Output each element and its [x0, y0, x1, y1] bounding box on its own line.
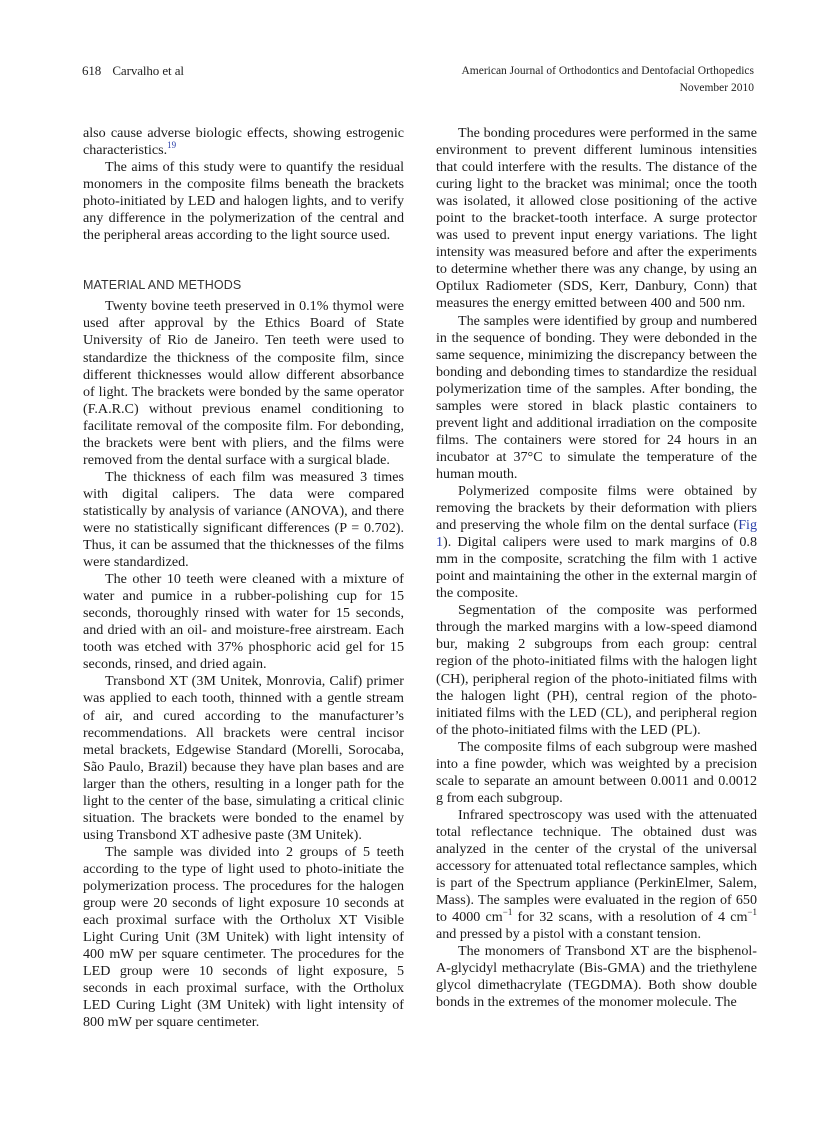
- paragraph-text: and pressed by a pistol with a constant tension.: [436, 926, 701, 943]
- author-running-head: Carvalho et al: [112, 63, 184, 78]
- paragraph: Segmentation of the composite was performed through the marked margins with a low-speed diamond bur, making 2 subgroups from each group: central region of the photo-initiated films with the halogen light (CH), peripheral region of the photo-initiated films with the halogen light (PH), central region of the photo-initiated films with the LED (CL), and peripheral region of the photo-initiated films with the LED (PL).: [436, 602, 757, 738]
- right-column: [436, 125, 757, 1011]
- page-number: 618: [82, 63, 102, 78]
- paragraph: The thickness of each film was measured 3 times with digital calipers. The data were compared statistically by analysis of variance (ANOVA), and there were no statistically significant differences (P = 0.702). Thus, it can be assumed that the thicknesses of the films were standardized.: [83, 468, 404, 571]
- superscript: −1: [502, 907, 513, 918]
- paragraph: The aims of this study were to quantify the residual monomers in the composite films beneath the brackets photo-initiated by LED and halogen lights, and to verify any difference in the polymerization of the central and the peripheral areas according to the light source used.: [83, 159, 404, 244]
- issue-date: November 2010: [679, 82, 754, 94]
- left-column: [83, 125, 404, 1031]
- paragraph-text: ). Digital calipers were used to mark margins of 0.8 mm in the composite, scratching the film with 1 active point and maintaining the other in the external margin of the composite.: [436, 534, 757, 602]
- paragraph: [436, 483, 757, 602]
- paragraph-text: for 32 scans, with a resolution of 4 cm: [512, 909, 748, 926]
- paragraph: The composite films of each subgroup were mashed into a fine powder, which was weighted by a precision scale to separate an amount between 0.0011 and 0.0012 g from each subgroup.: [436, 738, 757, 806]
- paragraph: [83, 125, 404, 159]
- paragraph: The bonding procedures were performed in the same environment to prevent different luminous intensities that could interfere with the results. The distance of the curing light to the bracket was minimal; once the tooth was isolated, it allowed close positioning of the active point to the bracket-tooth interface. A surge protector was used to prevent input energy variations. The light intensity was measured before and after the experiments to determine whether there was any change, by using an Optilux Radiometer (SDS, Kerr, Danbury, Conn) that measures the energy emitted between 400 and 500 nm.: [436, 125, 757, 312]
- paragraph-text: Infrared spectroscopy was used with the attenuated total reflectance technique. The obtained dust was analyzed in the center of the crystal of the universal accessory for attenuated total reflectance samples, which is part of the Spectrum appliance (PerkinElmer, Salem, Mass). The samples were evaluated in the region of 650 to 4000 cm: [436, 806, 757, 926]
- paragraph-text: Polymerized composite films were obtained by removing the brackets by their deformation with pliers and preserving the whole film on the dental surface (: [436, 482, 757, 534]
- paragraph: The monomers of Transbond XT are the bisphenol-A-glycidyl methacrylate (Bis-GMA) and the triethylene glycol dimethacrylate (TEGDMA). Both show double bonds in the extremes of the monomer molecule. The: [436, 943, 757, 1011]
- section-heading: MATERIAL AND METHODS: [83, 278, 242, 293]
- journal-title: American Journal of Orthodontics and Dentofacial Orthopedics: [461, 65, 754, 77]
- figure-link[interactable]: Fig 1: [436, 517, 757, 551]
- paragraph: [436, 807, 757, 943]
- paragraph: Transbond XT (3M Unitek, Monrovia, Calif) primer was applied to each tooth, thinned with a gentle stream of air, and cured according to the manufacturer’s recommendations. All brackets were central incisor metal brackets, Edgewise Standard (Morelli, Sorocaba, São Paulo, Brazil) because they have plan bases and are larger than the others, resulting in a longer path for the light to the center of the base, simulating a critical clinic situation. The brackets were bonded to the enamel by using Transbond XT adhesive paste (3M Unitek).: [83, 673, 404, 843]
- paragraph: Twenty bovine teeth preserved in 0.1% thymol were used after approval by the Ethics Board of State University of Rio de Janeiro. Ten teeth were used to standardize the thickness of the composite film, since different thicknesses would allow different absorbance of light. The brackets were bonded by the same operator (F.A.R.C) without previous enamel conditioning to facilitate removal of the composite film. For debonding, the brackets were bent with pliers, and the films were removed from the dental surface with a surgical blade.: [83, 298, 404, 468]
- superscript: −1: [747, 907, 757, 918]
- paragraph: The other 10 teeth were cleaned with a mixture of water and pumice in a rubber-polishing cup for 15 seconds, thoroughly rinsed with water for 15 seconds, and dried with an oil- and moisture-free airstream. Each tooth was etched with 37% phosphoric acid gel for 15 seconds, rinsed, and dried again.: [83, 571, 404, 673]
- running-header-left: [82, 63, 184, 79]
- paragraph-text: also cause adverse biologic effects, showing estrogenic characteristics.: [83, 125, 404, 159]
- paragraph: The sample was divided into 2 groups of 5 teeth according to the type of light used to photo-initiate the polymerization process. The procedures for the halogen group were 20 seconds of light exposure 10 seconds at each proximal surface with the Ortholux XT Visible Light Curing Unit (3M Unitek) with light intensity of 400 mW per square centimeter. The procedures for the LED group were 10 seconds of light exposure, 5 seconds in each proximal surface, with the Ortholux LED Curing Light (3M Unitek) with light intensity of 800 mW per square centimeter.: [83, 843, 404, 1031]
- citation-link[interactable]: 19: [167, 140, 177, 151]
- paragraph: The samples were identified by group and numbered in the sequence of bonding. They were debonded in the same sequence, minimizing the discrepancy between the bonding and debonding times to standardize the residual polymerization time of the samples. After bonding, the samples were stored in black plastic containers to prevent light and additional irradiation on the composite films. The containers were stored for 24 hours in an incubator at 37°C to simulate the temperature of the human mouth.: [436, 312, 757, 482]
- running-header-right: [461, 63, 754, 97]
